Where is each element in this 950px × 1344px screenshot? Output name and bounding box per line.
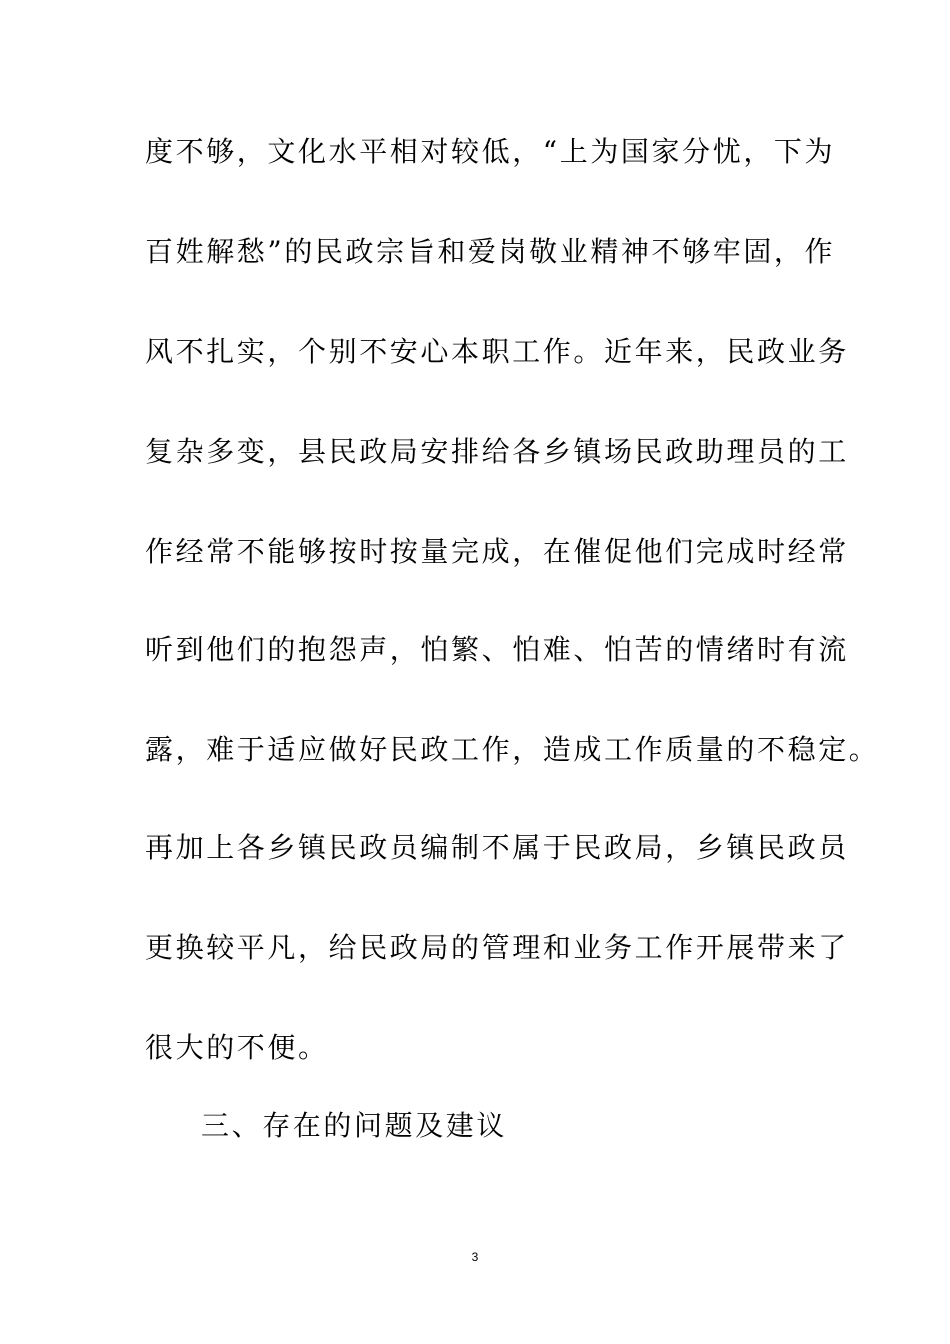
paragraph-line: 百姓解愁”的民政宗旨和爱岗敬业精神不够牢固，作 [145, 235, 836, 268]
page-number: 3 [471, 1250, 479, 1264]
paragraph-line: 度不够，文化水平相对较低，“上为国家分忧，下为 [145, 135, 836, 168]
paragraph-line: 风不扎实，个别不安心本职工作。近年来，民政业务 [145, 335, 849, 368]
section-heading: 三、存在的问题及建议 [201, 1109, 508, 1142]
paragraph-line: 更换较平凡，给民政局的管理和业务工作开展带来了 [145, 931, 849, 964]
paragraph-line: 复杂多变，县民政局安排给各乡镇场民政助理员的工 [145, 435, 849, 468]
paragraph-line: 再加上各乡镇民政员编制不属于民政局，乡镇民政员 [145, 831, 849, 864]
paragraph-line: 听到他们的抱怨声，怕繁、怕难、怕苦的情绪时有流 [145, 633, 849, 666]
paragraph-line: 很大的不便。 [145, 1031, 329, 1064]
paragraph-line: 露，难于适应做好民政工作，造成工作质量的不稳定。 [145, 733, 880, 766]
paragraph-line: 作经常不能够按时按量完成，在催促他们完成时经常 [145, 535, 849, 568]
